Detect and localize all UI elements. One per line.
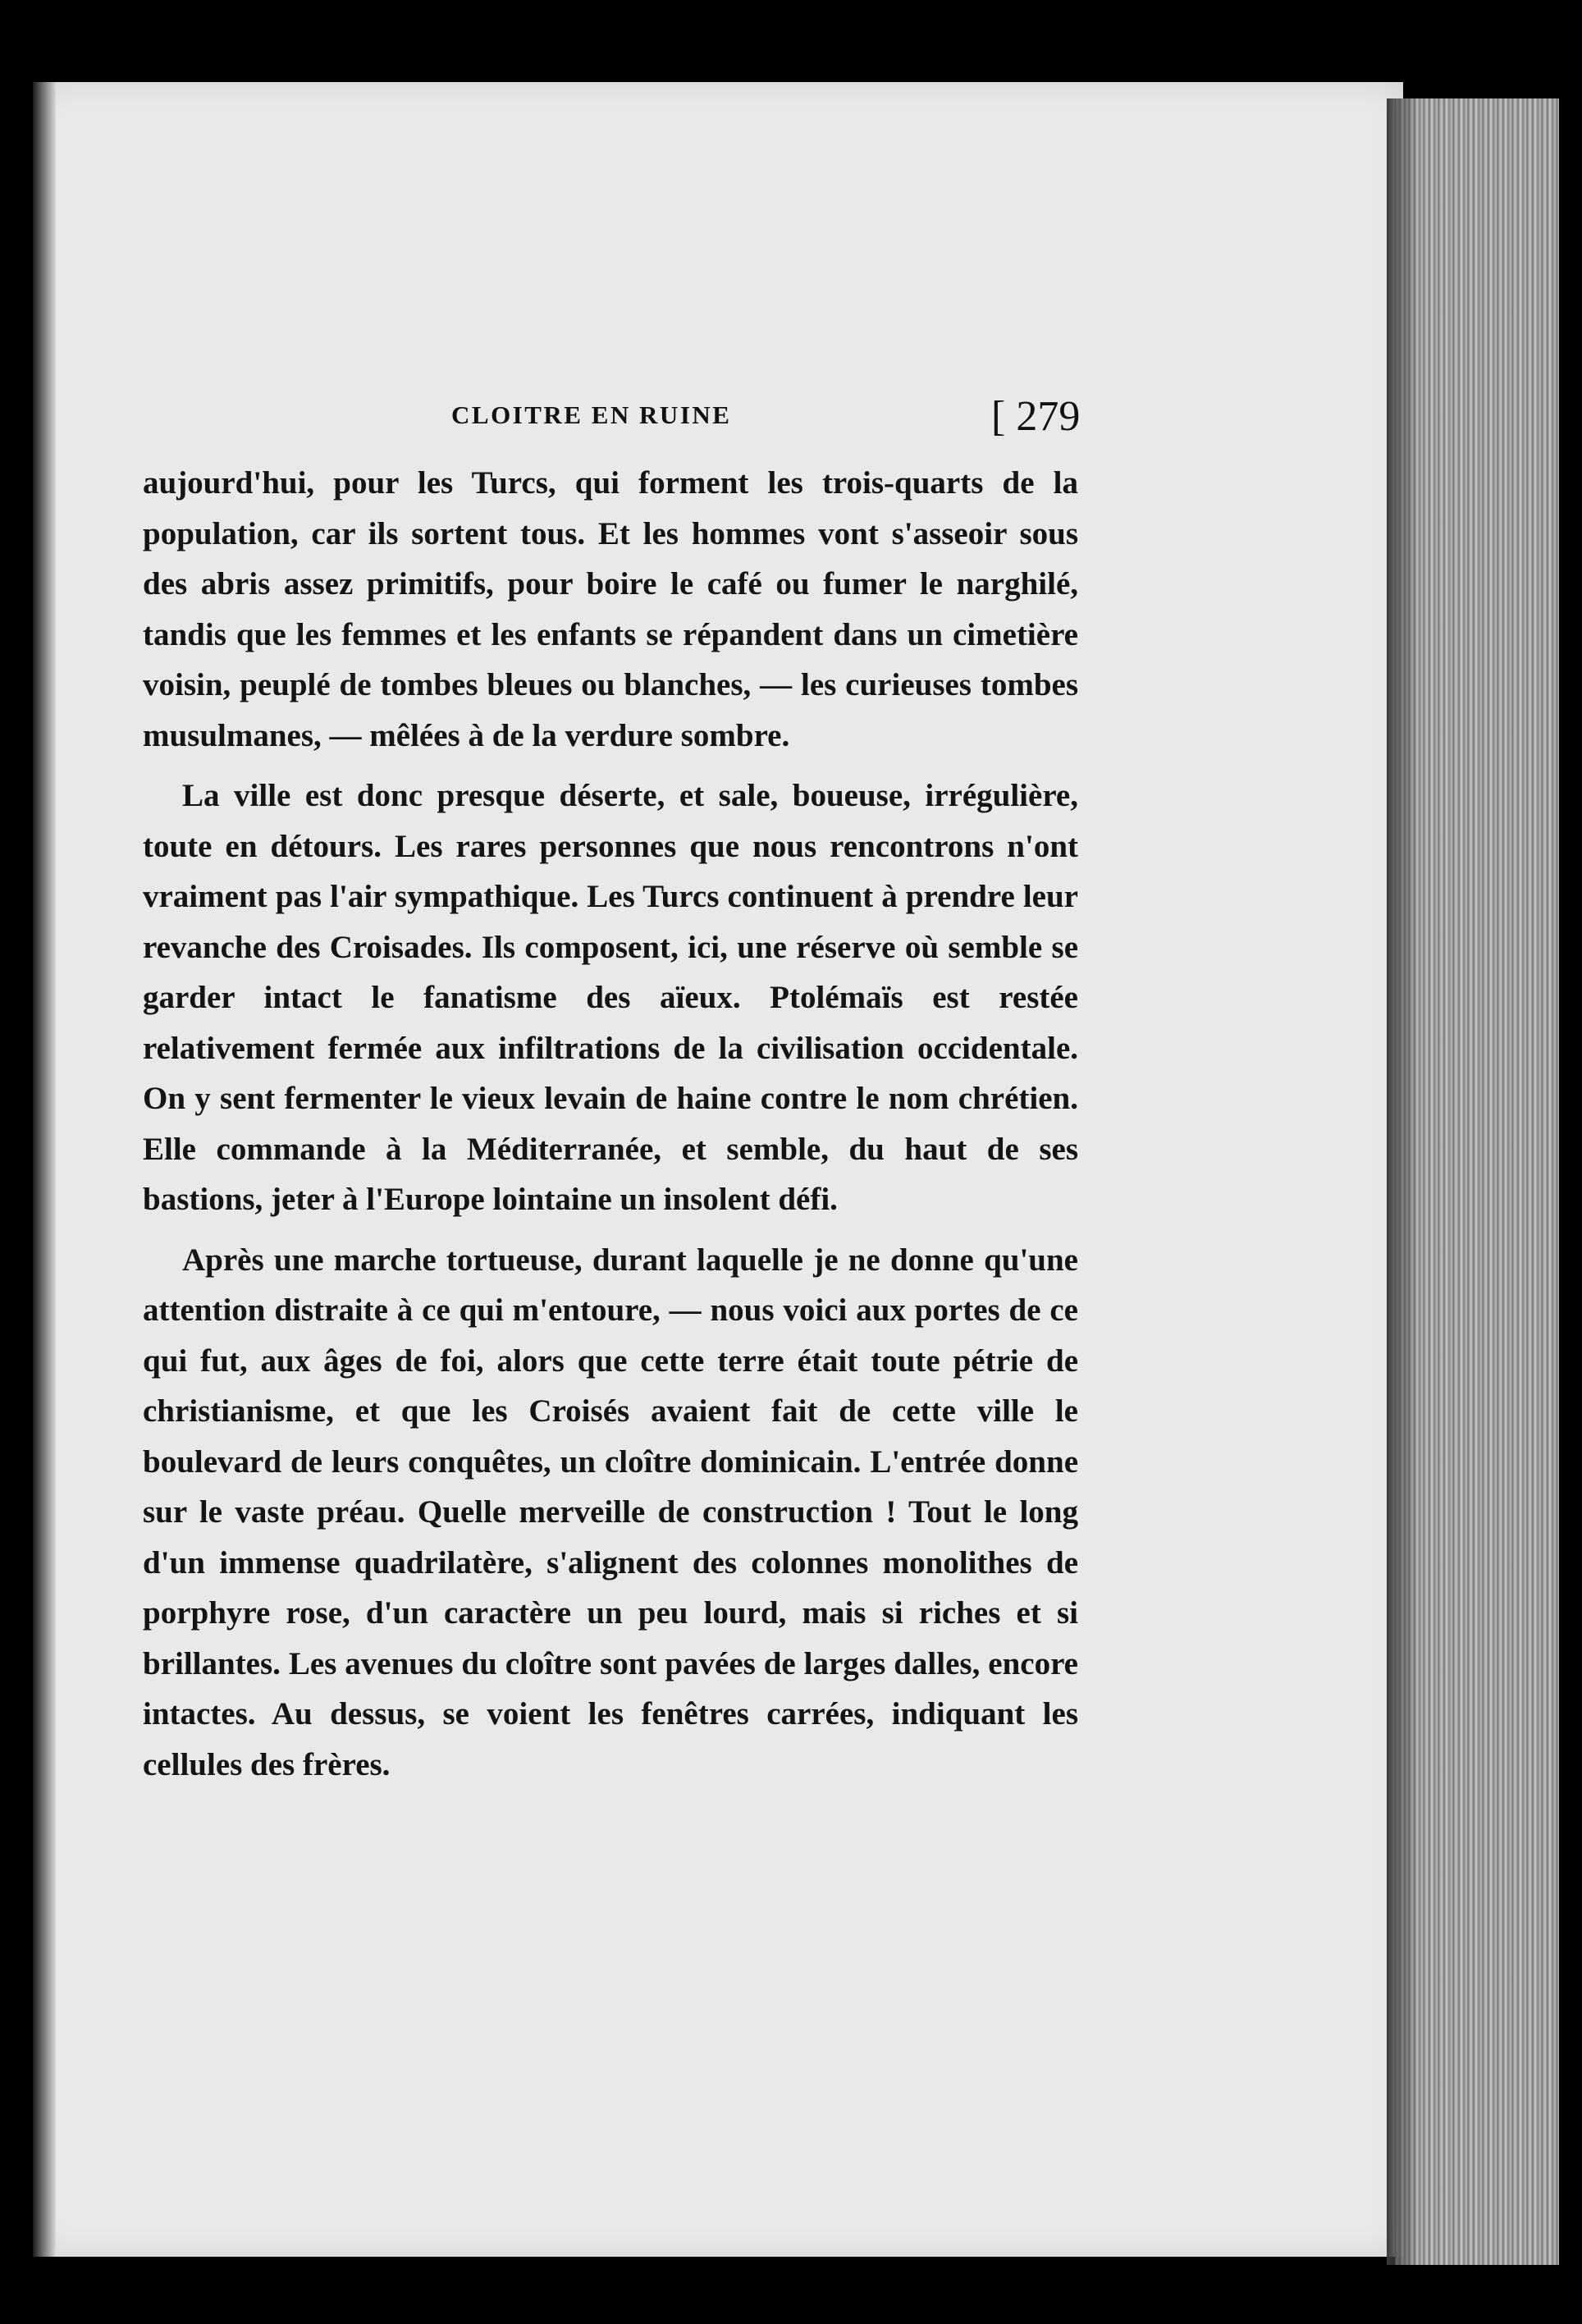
- page-edge-shadow: [1387, 98, 1420, 2265]
- body-text: [143, 458, 1078, 1800]
- running-head: CLOITRE EN RUINE: [451, 400, 732, 429]
- page-stack-edge: [1395, 98, 1559, 2265]
- paragraph-2: La ville est donc presque déserte, et sale, boueuse, irrégulière, toute en détours. Les rares personnes que nous rencontrons n'ont vraiment pas l'air sympathique. Les Turcs continuent à prendre leur revanche des Croisades. Ils composent, ici, une réserve où semble se garder intact le fanatisme des aïeux. Ptolémaïs est restée relativement fermée aux infiltrations de la civilisation occidentale. On y sent fermenter le vieux levain de haine contre le nom chrétien. Elle commande à la Méditerranée, et semble, du haut de ses bastions, jeter à l'Europe lointaine un insolent défi.: [143, 778, 1078, 1217]
- page-sheet: [33, 82, 1403, 2257]
- page-number: [ 279: [991, 393, 1081, 440]
- binding-shadow: [33, 82, 56, 2257]
- paragraph-1: aujourd'hui, pour les Turcs, qui forment les trois-quarts de la population, car ils sortent tous. Et les hommes vont s'asseoir sous des abris assez primitifs, pour boire le café ou fumer le narghilé, tandis que les femmes et les enfants se répandent dans un cimetière voisin, peuplé de tombes bleues ou blanches, — les curieuses tombes musulmanes, — mêlées à de la verdure sombre.: [143, 465, 1078, 753]
- paragraph-3: Après une marche tortueuse, durant laquelle je ne donne qu'une attention distraite à ce qui m'entoure, — nous voici aux portes de ce qui fut, aux âges de foi, alors que cette terre était toute pétrie de christianisme, et que les Croisés avaient fait de cette ville le boulevard de leurs conquêtes, un cloître dominicain. L'entrée donne sur le vaste préau. Quelle merveille de construction ! Tout le long d'un immense quadrilatère, s'alignent des colonnes monolithes de porphyre rose, d'un caractère un peu lourd, mais si riches et si brillantes. Les avenues du cloître sont pavées de larges dalles, encore intactes. Au dessus, se voient les fenêtres carrées, indiquant les cellules des frères.: [143, 1242, 1078, 1782]
